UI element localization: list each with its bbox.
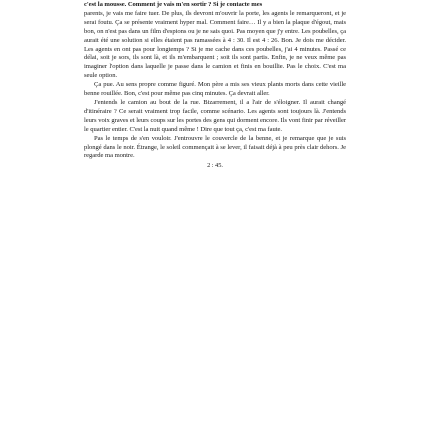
time-line: 2 : 45. [207,162,223,170]
paragraph: Ça pue. Au sens propre comme figuré. Mon père a mis ses vieux plants morts dans cette vieille benne rouillée. Bon, c'est pour même pas cinq minutes. Ça devrait aller. [84,81,346,98]
first-line [84,1,346,10]
paragraph: parents, je vais me faire tuer. De plus, ils devront m'ouvrir la porte, les agents le remarqueront, et je serai foutu. Ça se présente vraiment hyper mal. Comment faire… Il y a bien la plaque d'égout, mais bon, on n'est pas dans un film d'espions ou je ne sais quoi. Pas moyen que j'y entre. Les poubelles, ça aurait été une solution si elles étaient pas ramassées à 4 : 30. Il est 4 : 26. Bon. Je dois me décider. Les agents en ont pas pour longtemps ? Si je me cache dans ces poubelles, j'ai 4 minutes. Passé ce délai, soit je sors, ils sont là, et ils m'embarquent ; soit ils sont partis. Enfin, je ne veux même pas imaginer l'option dans laquelle je passe dans le camion et finis en bouillie. Pas le choix. C'est ma seule option. [84,9,346,80]
paragraph: Pas le temps de s'en vouloir. J'entrouvre le couvercle de la benne, et je remarque que je suis plongé dans le noir. Étrange, le soleil commençait à se lever, il faisait déjà à peu près clair dehors. Je regarde ma montre. [84,134,346,160]
first-line-text: c'est la mousse. Comment je vais m'en sortir ? Si je contacte mes [84,1,263,8]
text-body [84,1,346,171]
paragraph: J'entends le camion au bout de la rue. Bizarrement, il a l'air de s'éloigner. Il aurait changé d'itinéraire ? Ce serait vraiment trop facile, comme scénario. Les agents sont toujours là. J'entends leurs voix graves et leurs coups sur les portes des gens qui dorment encore. Ils vont finir par réveiller le quartier entier. C'est la nuit quand même ! Dire que tout ça, c'est ma faute. [84,98,346,133]
